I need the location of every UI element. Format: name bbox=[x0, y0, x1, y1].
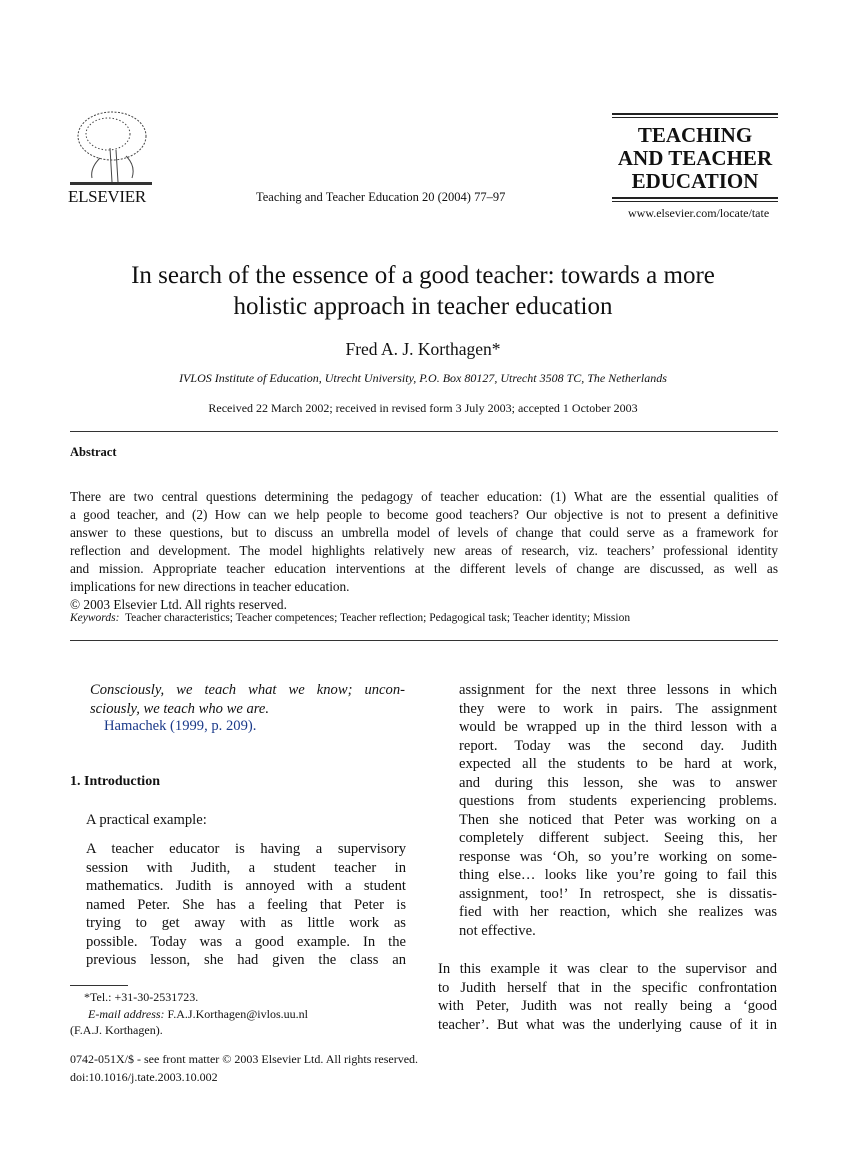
section-heading: 1. Introduction bbox=[70, 774, 160, 789]
journal-title-line: TEACHING bbox=[637, 123, 753, 147]
text-line: questions from students experiencing problems. bbox=[459, 793, 777, 809]
footnote-rule bbox=[70, 985, 128, 986]
text-line: previous lesson, she had given the class an bbox=[86, 952, 406, 968]
keywords bbox=[70, 612, 630, 624]
text-line: In this example it was clear to the supervisor and bbox=[438, 961, 777, 977]
text-line: would be wrapped up in the third lesson with a bbox=[459, 719, 777, 735]
text-line: response was ‘Oh, so you’re working on some- bbox=[459, 848, 777, 865]
text-line: possible. Today was a good example. In the bbox=[86, 933, 406, 950]
text-line: session with Judith, a student teacher in bbox=[86, 859, 406, 876]
text-line: sciously, we teach who we are. bbox=[90, 700, 270, 717]
text-line: they were to work in pairs. The assignment bbox=[459, 700, 777, 717]
journal-reference: Teaching and Teacher Education 20 (2004) 77–97 bbox=[256, 190, 506, 204]
text-line: assignment for the next three lessons in which bbox=[459, 682, 777, 698]
divider bbox=[612, 113, 778, 118]
text-line: a good teacher, and (2) How can we help people to become good teachers? Our objective is not to present a definitive bbox=[70, 507, 778, 522]
text-line: © 2003 Elsevier Ltd. All rights reserved. bbox=[70, 597, 287, 612]
text-line: trying to get away with as little work as bbox=[86, 915, 406, 931]
divider bbox=[70, 431, 778, 432]
footnote-email-line bbox=[70, 1006, 308, 1023]
email-link[interactable]: F.A.J.Korthagen@ivlos.uu.nl bbox=[167, 1006, 308, 1021]
intro-text: A practical example: bbox=[86, 812, 207, 828]
affiliation: IVLOS Institute of Education, Utrecht University, P.O. Box 80127, Utrecht 3508 TC, The Netherlands bbox=[179, 371, 667, 385]
issn-line: 0742-051X/$ - see front matter © 2003 Elsevier Ltd. All rights reserved. bbox=[70, 1052, 419, 1066]
footnote bbox=[70, 989, 308, 1039]
title-line: holistic approach in teacher education bbox=[233, 293, 613, 320]
divider bbox=[612, 197, 778, 202]
title-line: In search of the essence of a good teacher: towards a more bbox=[131, 262, 715, 289]
article-title bbox=[0, 260, 846, 322]
text-line: mathematics. Judith is annoyed with a student bbox=[86, 878, 406, 894]
text-line: named Peter. She has a feeling that Peter is bbox=[86, 896, 406, 913]
keywords-label: Keywords: bbox=[70, 612, 120, 624]
text-line: expected all the students to be hard at work, bbox=[459, 756, 777, 772]
footnote-name: (F.A.J. Korthagen). bbox=[70, 1023, 163, 1037]
text-line: thing else… looks like you’re going to fail this bbox=[459, 867, 777, 883]
footnote-tel: *Tel.: +31-30-2531723. bbox=[84, 990, 199, 1004]
publisher-name: ELSEVIER bbox=[68, 187, 146, 206]
keywords-text: Teacher characteristics; Teacher competences; Teacher reflection; Pedagogical task; Teacher identity; Mission bbox=[124, 612, 631, 624]
author: Fred A. J. Korthagen* bbox=[345, 339, 501, 359]
epigraph-citation-link[interactable]: Hamachek (1999, p. 209). bbox=[104, 718, 257, 734]
text-line: teacher’. But what was the underlying cause of it in bbox=[438, 1016, 777, 1033]
divider bbox=[70, 640, 778, 641]
right-paragraph-1 bbox=[459, 681, 777, 940]
doi-line[interactable]: doi:10.1016/j.tate.2003.10.002 bbox=[70, 1070, 218, 1084]
left-paragraph bbox=[86, 840, 406, 970]
text-line: report. Today was the second day. Judith bbox=[459, 737, 777, 754]
text-line: completely different subject. Seeing this, her bbox=[459, 830, 777, 846]
footer bbox=[70, 1050, 418, 1086]
text-line: with Peter, Judith was not really being a ‘good bbox=[438, 998, 777, 1014]
epigraph bbox=[90, 681, 405, 718]
text-line: assignment, too!’ In retrospect, she is dissatis- bbox=[459, 885, 777, 902]
journal-title-line: EDUCATION bbox=[631, 169, 759, 193]
email-label: E-mail address: bbox=[88, 1006, 165, 1021]
text-line: and during this lesson, she was to answer bbox=[459, 774, 777, 791]
text-line: not effective. bbox=[459, 922, 536, 939]
received-dates: Received 22 March 2002; received in revised form 3 July 2003; accepted 1 October 2003 bbox=[208, 401, 638, 415]
text-line: fied with her reaction, which she realizes was bbox=[459, 904, 777, 920]
text-line: Then she noticed that Peter was working on a bbox=[459, 811, 777, 828]
text-line: There are two central questions determining the pedagogy of teacher education: (1) What are the essential qualities of bbox=[70, 489, 778, 504]
text-line: to Judith herself that in the specific confrontation bbox=[438, 979, 777, 996]
text-line: and mission. Appropriate teacher education interventions at the different levels of change are discussed, as well as bbox=[70, 561, 778, 576]
text-line: Consciously, we teach what we know; uncon- bbox=[90, 682, 405, 698]
text-line: implications for new directions in teacher education. bbox=[70, 579, 350, 594]
text-line: reflection and development. The model highlights relatively new areas of research, viz. teachers’ professional identity bbox=[70, 543, 778, 558]
text-line: answer to these questions, but to discuss an umbrella model of levels of change that could serve as a framework for bbox=[70, 525, 778, 540]
journal-url[interactable]: www.elsevier.com/locate/tate bbox=[628, 206, 770, 220]
abstract-heading: Abstract bbox=[70, 445, 117, 459]
abstract-body bbox=[70, 488, 778, 614]
elsevier-tree-logo bbox=[70, 108, 152, 188]
right-paragraph-2 bbox=[438, 960, 777, 1034]
journal-title bbox=[612, 124, 778, 193]
text-line: A teacher educator is having a supervisory bbox=[86, 841, 406, 857]
journal-title-line: AND TEACHER bbox=[617, 146, 773, 170]
